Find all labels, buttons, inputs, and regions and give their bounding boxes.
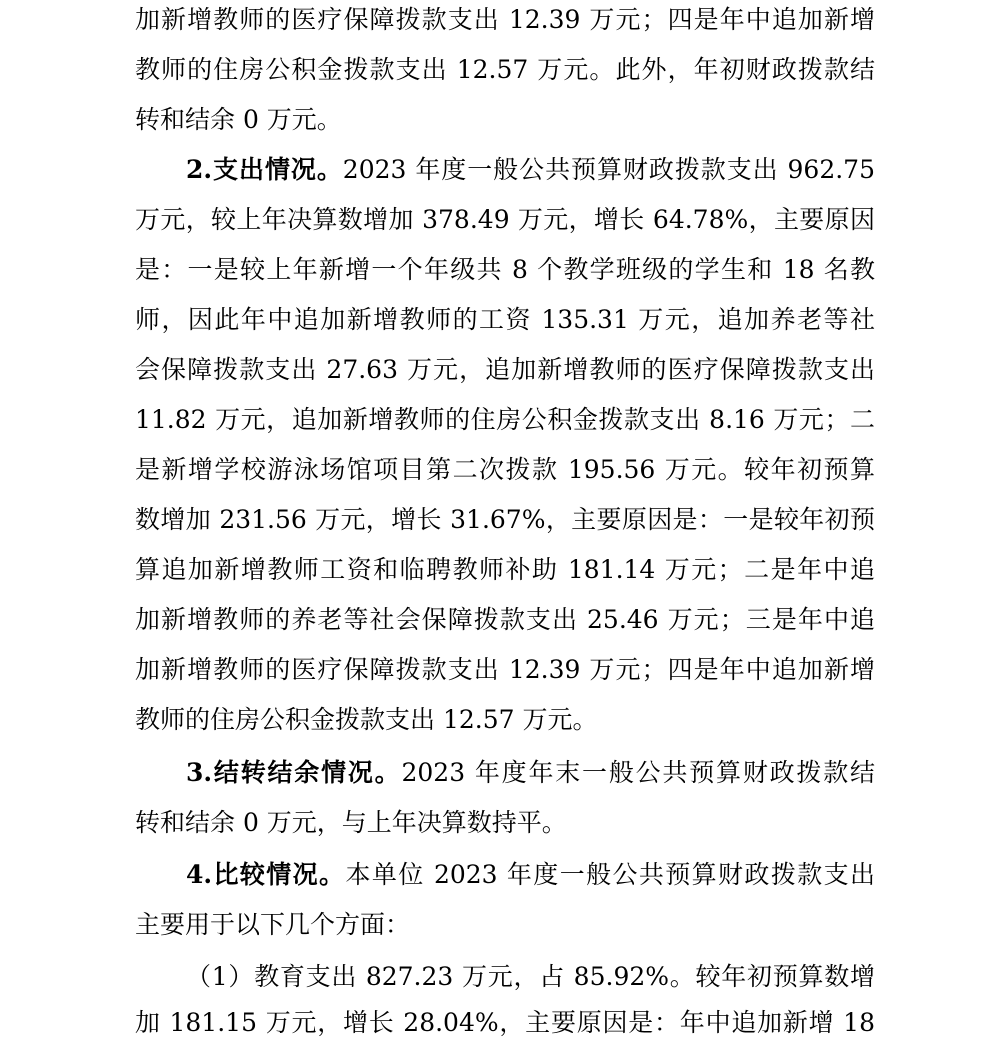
paragraph-line: 加新增教师的养老等社会保障拨款支出 25.46 万元；三是年中追 (135, 605, 875, 634)
paragraph-line: 加 181.15 万元，增长 28.04%，主要原因是：年中追加新增 18 (135, 1008, 875, 1037)
section-heading-line: 2.支出情况。2023 年度一般公共预算财政拨款支出 962.75 (186, 155, 875, 184)
paragraph-line: 数增加 231.56 万元，增长 31.67%，主要原因是：一是较年初预 (135, 505, 875, 534)
paragraph-line: 11.82 万元，追加新增教师的住房公积金拨款支出 8.16 万元；二 (135, 405, 875, 434)
paragraph-line: 师，因此年中追加新增教师的工资 135.31 万元，追加养老等社 (135, 305, 875, 334)
paragraph-line: 会保障拨款支出 27.63 万元，追加新增教师的医疗保障拨款支出 (135, 355, 875, 384)
paragraph-line: 转和结余 0 万元。 (135, 105, 342, 134)
section-heading: 4.比较情况。 (186, 860, 346, 889)
list-item-line: （1）教育支出 827.23 万元，占 85.92%。较年初预算数增 (186, 962, 875, 991)
paragraph-line: 主要用于以下几个方面： (135, 910, 411, 939)
paragraph-line: 算追加新增教师工资和临聘教师补助 181.14 万元；二是年中追 (135, 555, 875, 584)
paragraph-line: 转和结余 0 万元，与上年决算数持平。 (135, 808, 567, 837)
section-heading: 2.支出情况。 (186, 155, 343, 184)
paragraph-line: 是：一是较上年新增一个年级共 8 个教学班级的学生和 18 名教 (135, 255, 875, 284)
paragraph-line: 教师的住房公积金拨款支出 12.57 万元。 (135, 705, 598, 734)
paragraph-line: 教师的住房公积金拨款支出 12.57 万元。此外，年初财政拨款结 (135, 55, 875, 84)
section-heading-line: 3.结转结余情况。2023 年度年末一般公共预算财政拨款结 (186, 758, 875, 787)
paragraph-line: 加新增教师的医疗保障拨款支出 12.39 万元；四是年中追加新增 (135, 5, 875, 34)
section-heading: 3.结转结余情况。 (186, 758, 402, 787)
paragraph-line: 加新增教师的医疗保障拨款支出 12.39 万元；四是年中追加新增 (135, 655, 875, 684)
section-heading-line: 4.比较情况。本单位 2023 年度一般公共预算财政拨款支出 (186, 860, 875, 889)
paragraph-line: 是新增学校游泳场馆项目第二次拨款 195.56 万元。较年初预算 (135, 455, 875, 484)
paragraph-line: 万元，较上年决算数增加 378.49 万元，增长 64.78%，主要原因 (135, 205, 875, 234)
